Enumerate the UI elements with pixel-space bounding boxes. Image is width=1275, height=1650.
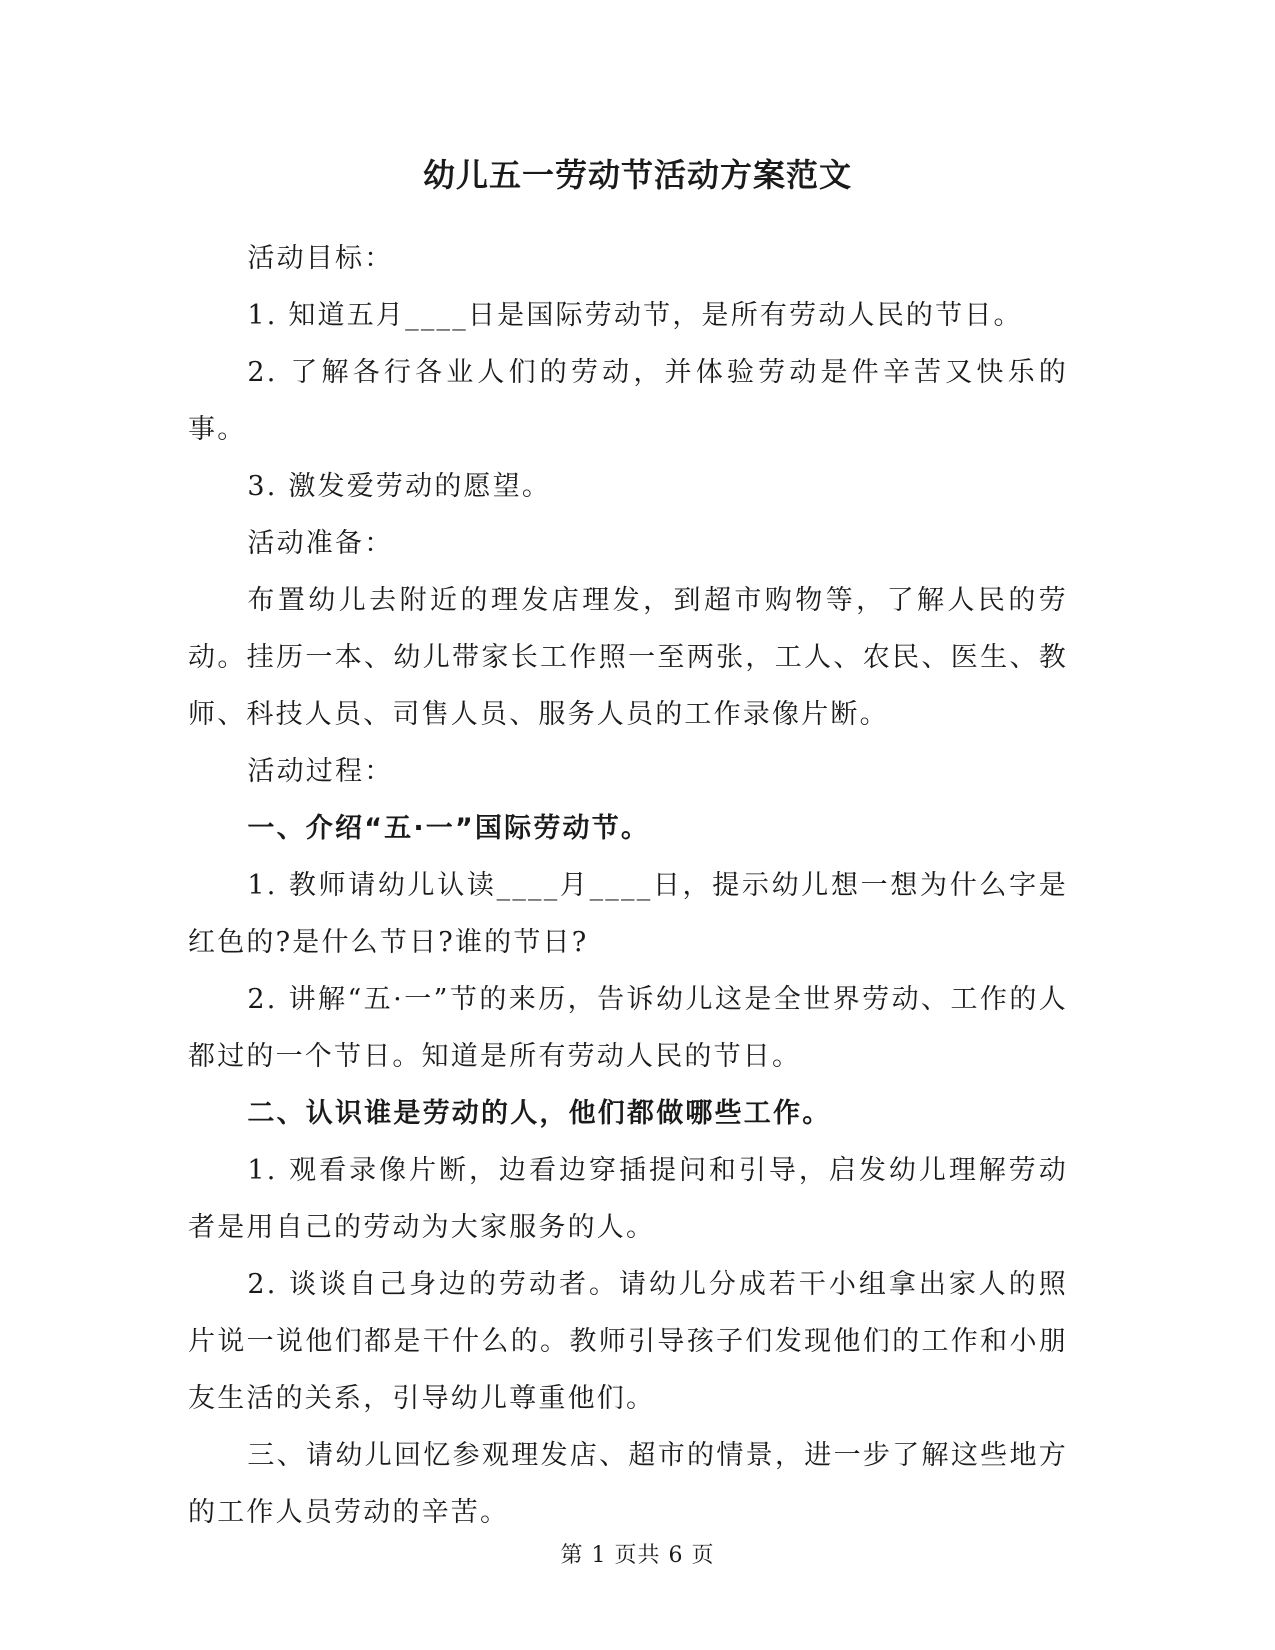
paragraph-goal-3: 3. 激发爱劳动的愿望。: [247, 471, 552, 502]
section-heading-2: 二、认识谁是劳动的人，他们都做哪些工作。: [247, 1098, 832, 1129]
paragraph-goal-2: 2. 了解各行各业人们的劳动，并体验劳动是件辛苦又快乐的事。: [188, 357, 1068, 445]
document-title: 幼儿五一劳动节活动方案范文: [422, 156, 852, 194]
document-body: [188, 230, 1068, 1541]
paragraph-section1-item1: 1. 教师请幼儿认读____月____日，提示幼儿想一想为什么字是红色的?是什么节日?谁的节日?: [188, 870, 1068, 958]
paragraph-section2-item2: 2. 谈谈自己身边的劳动者。请幼儿分成若干小组拿出家人的照片说一说他们都是干什么的。教师引导孩子们发现他们的工作和小朋友生活的关系，引导幼儿尊重他们。: [188, 1269, 1068, 1414]
paragraph-goal-heading: 活动目标：: [247, 243, 394, 274]
paragraph-section2-item1: 1. 观看录像片断，边看边穿插提问和引导，启发幼儿理解劳动者是用自己的劳动为大家服务的人。: [188, 1155, 1068, 1243]
section-heading-1: 一、介绍“五·一”国际劳动节。: [247, 813, 651, 844]
paragraph-process-heading: 活动过程：: [247, 756, 394, 787]
page-footer: 第 1 页共 6 页: [560, 1543, 715, 1568]
paragraph-preparation-heading: 活动准备：: [247, 528, 394, 559]
paragraph-preparation: 布置幼儿去附近的理发店理发，到超市购物等，了解人民的劳动。挂历一本、幼儿带家长工作照一至两张，工人、农民、医生、教师、科技人员、司售人员、服务人员的工作录像片断。: [188, 585, 1068, 730]
paragraph-section1-item2: 2. 讲解“五·一”节的来历，告诉幼儿这是全世界劳动、工作的人都过的一个节日。知道是所有劳动人民的节日。: [188, 984, 1068, 1072]
paragraph-goal-1: 1. 知道五月____日是国际劳动节，是所有劳动人民的节日。: [247, 300, 1023, 331]
paragraph-section3: 三、请幼儿回忆参观理发店、超市的情景，进一步了解这些地方的工作人员劳动的辛苦。: [188, 1440, 1068, 1528]
